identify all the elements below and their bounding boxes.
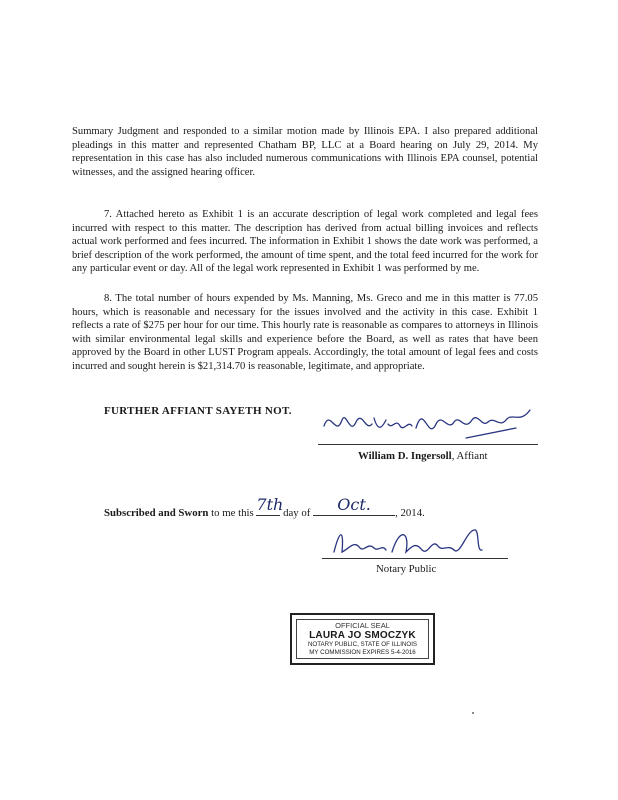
affiant-name <box>358 450 487 462</box>
seal-name: LAURA JO SMOCZYK <box>309 630 416 641</box>
affiant-signature <box>316 398 546 450</box>
notary-signature-line <box>322 558 508 559</box>
handwritten-month: Oct. <box>337 495 371 514</box>
scan-speck <box>472 712 474 714</box>
paragraph-6-continued: Summary Judgment and responded to a similar motion made by Illinois EPA. I also prepared additional pleadings in this matter and represented Chatham BP, LLC at a Board hearing on July 29, 2014. My representation in this case has also included numerous communications with Illinois EPA counsel, potential witnesses, and the assigned hearing officer. <box>72 126 538 178</box>
handwritten-day: 7th <box>256 495 284 514</box>
sworn-prefix: Subscribed and Sworn <box>104 507 209 519</box>
notary-signature <box>330 522 500 562</box>
paragraph-7: 7. Attached hereto as Exhibit 1 is an accurate description of legal work completed and legal fees incurred with respect to this matter. The description has derived from actual billing invoices and reflects actual work performed and fees incurred. The information in Exhibit 1 shows the date work was performed, a brief description of the work performed, the amount of time spent, and the total feed incurred for the work for any particular event or day. All of the legal work represented in Exhibit 1 was performed by me. <box>72 209 538 275</box>
affiant-signature-line <box>318 444 538 445</box>
seal-title: OFFICIAL SEAL <box>335 621 390 630</box>
affiant-name-text: William D. Ingersoll <box>358 450 452 462</box>
affiant-role: , Affiant <box>451 450 488 462</box>
subscribed-sworn-line <box>104 495 425 519</box>
seal-state-line: NOTARY PUBLIC, STATE OF ILLINOIS <box>307 641 418 648</box>
notary-public-label: Notary Public <box>376 563 437 575</box>
sworn-middle: to me this <box>208 507 257 519</box>
official-notary-seal <box>290 613 435 665</box>
month-blank <box>313 495 395 516</box>
seal-expiry-line: MY COMMISSION EXPIRES 5-4-2016 <box>309 648 416 656</box>
paragraph-8: 8. The total number of hours expended by Ms. Manning, Ms. Greco and me in this matter is 77.05 hours, which is reasonable and necessary for the issues involved and the activity in this case. Exhibit 1 reflects a rate of $275 per hour for our time. This hourly rate is reasonable as compares to attorneys in Illinois with similar environmental legal skills and experience before the Board, as well as rates that have been approved by the Board in other LUST Program appeals. Accordingly, the total amount of legal fees and costs incurred and sought herein is $21,314.70 is reasonable, legitimate, and appropriate. <box>72 293 538 372</box>
day-blank <box>256 495 284 516</box>
sworn-year: , 2014. <box>395 507 425 519</box>
sworn-day-of: day of <box>280 507 314 519</box>
further-affiant-statement: FURTHER AFFIANT SAYETH NOT. <box>104 405 292 417</box>
seal-inner-border <box>296 619 429 659</box>
